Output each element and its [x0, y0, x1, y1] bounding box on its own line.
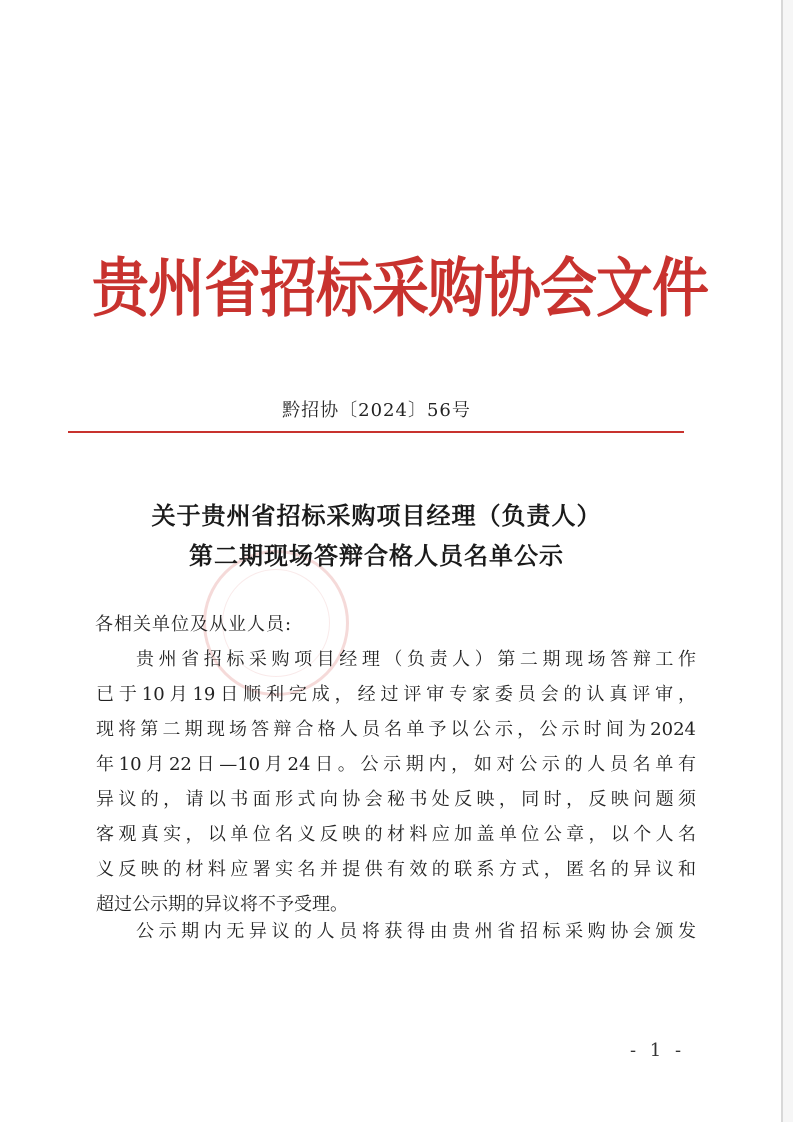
document-number: 黔招协〔2024〕56号 [282, 400, 471, 421]
page-number: - 1 - [630, 1040, 686, 1061]
salutation: 各相关单位及从业人员: [95, 614, 293, 635]
notice-title-line-1: 关于贵州省招标采购项目经理（负责人） [151, 501, 602, 530]
red-divider-line [68, 431, 684, 433]
paragraph-line: 异议的，请以书面形式向协会秘书处反映，同时，反映问题须 [96, 789, 696, 810]
page-edge [781, 0, 783, 1122]
paragraph-line: 客观真实，以单位名义反映的材料应加盖单位公章，以个人名 [96, 824, 696, 845]
page-shadow [783, 0, 793, 1122]
paragraph-line: 贵州省招标采购项目经理（负责人）第二期现场答辩工作 [136, 649, 696, 670]
document-masthead: 贵州省招标采购协会文件 [92, 251, 708, 327]
paragraph-line: 公示期内无异议的人员将获得由贵州省招标采购协会颁发 [136, 921, 696, 942]
paragraph-line: 现将第二期现场答辩合格人员名单予以公示，公示时间为2024 [96, 719, 696, 740]
paragraph-line: 年10月22日—10月24日。公示期内，如对公示的人员名单有 [96, 754, 696, 775]
paragraph-line: 超过公示期的异议将不予受理。 [96, 894, 348, 915]
notice-title-line-2: 第二期现场答辩合格人员名单公示 [189, 541, 564, 570]
paragraph-line: 义反映的材料应署实名并提供有效的联系方式，匿名的异议和 [96, 859, 696, 880]
paragraph-line: 已于10月19日顺利完成，经过评审专家委员会的认真评审， [96, 684, 696, 705]
